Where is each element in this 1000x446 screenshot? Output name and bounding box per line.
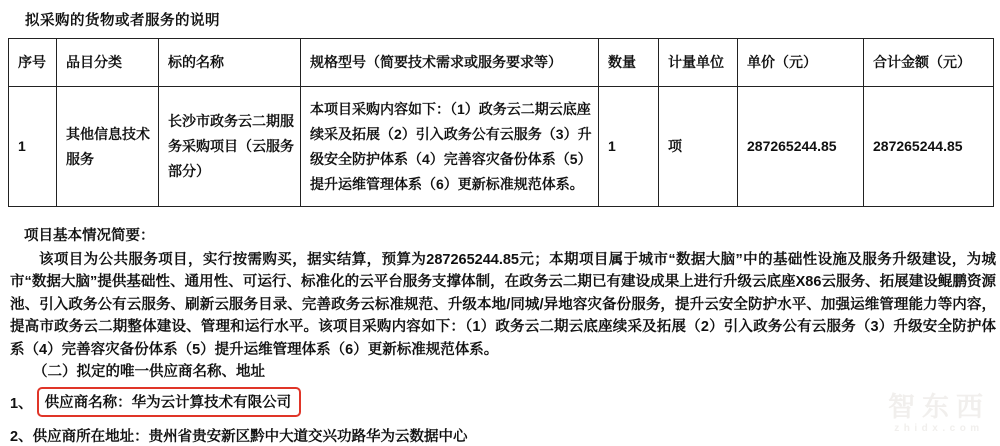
cell-qty: 1 (599, 87, 659, 207)
cell-spec: 本项目采购内容如下：（1）政务云二期云底座续采及拓展（2）引入政务公有云服务（3）升级安全防护体系（4）完善容灾备份体系（5）提升运维管理体系（6）更新标准规范体系。 (301, 87, 599, 207)
supplier-address-line: 2、供应商所在地址：贵州省贵安新区黔中大道交兴功路华为云数据中心 (10, 429, 468, 446)
col-header-category: 品目分类 (57, 39, 159, 87)
cell-name: 长沙市政务云二期服务采购项目（云服务部分） (159, 87, 301, 207)
col-header-unit: 计量单位 (659, 39, 738, 87)
section2-heading: （二）拟定的唯一供应商名称、地址 (33, 364, 265, 381)
table-row (9, 87, 994, 207)
table-header-row (9, 39, 994, 87)
cell-unit-price: 287265244.85 (738, 87, 864, 207)
cell-total: 287265244.85 (864, 87, 994, 207)
col-header-unit-price: 单价（元） (738, 39, 864, 87)
procurement-table (8, 38, 994, 207)
col-header-total: 合计金额（元） (864, 39, 994, 87)
summary-heading: 项目基本情况简要： (24, 228, 155, 244)
cell-seq: 1 (9, 87, 57, 207)
col-header-seq: 序号 (9, 39, 57, 87)
summary-paragraph: 该项目为公共服务项目，实行按需购买，据实结算，预算为287265244.85元；本期项目属于城市“数据大脑”中的基础性设施及服务升级建设，为城市“数据大脑”提供基础性、通用性、可运行、标准化的云平台服务支撑体制，在政务云二期已有建设成果上进行升级云底座X86云服务、拓展建设鲲鹏资源池、引入政务公有云服务、刷新云服务目录、完善政务云标准规范、升级本地/同城/异地容灾备份服务，提升云安全防护水平、加强运维管理能力等内容，提高市政务云二期整体建设、管理和运行水平。该项目采购内容如下：（1）政务云二期云底座续采及拓展（2）引入政务公有云服务（3）升级安全防护体系（4）完善容灾备份体系（5）提升运维管理体系（6）更新标准规范体系。 (10, 252, 996, 358)
zhidx-domain-text: zhidx.com (894, 423, 984, 434)
zhidx-logo: 智东西 (888, 392, 990, 422)
cell-unit: 项 (659, 87, 738, 207)
supplier-item-number: 1、 (10, 395, 33, 412)
cell-category: 其他信息技术服务 (57, 87, 159, 207)
supplier-name-line (10, 387, 1000, 417)
supplier-name-highlight-box: 供应商名称：华为云计算技术有限公司 (37, 387, 302, 417)
col-header-spec: 规格型号（简要技术需求或服务要求等） (301, 39, 599, 87)
page-title: 拟采购的货物或者服务的说明 (25, 13, 220, 29)
col-header-qty: 数量 (599, 39, 659, 87)
col-header-name: 标的名称 (159, 39, 301, 87)
